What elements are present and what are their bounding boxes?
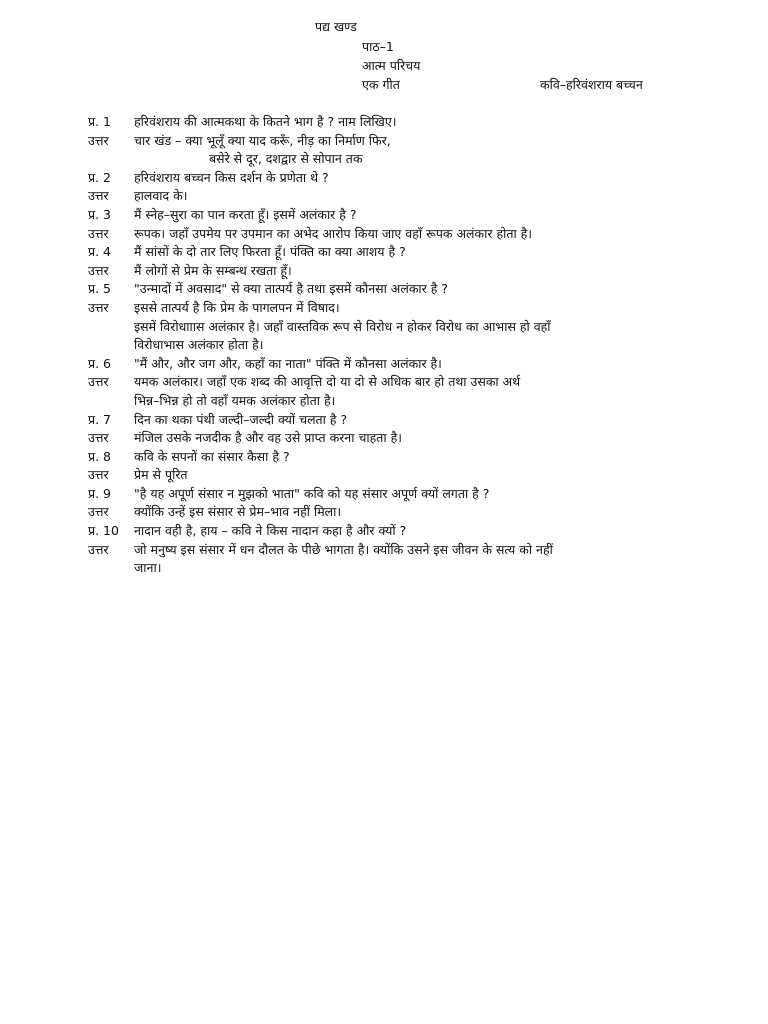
answer-row [88,466,688,485]
text-line: "उन्मादों में अवसाद" से क्या तात्पर्य है तथा इसमें कौनसा अलंकार है ? [134,281,448,297]
text-line: जाना। [134,560,162,576]
answer-text [134,429,688,448]
text-line: इसमें विरोधााास अलंकार है। जहाँ वास्तविक रूप से विरोध न होकर विरोध का आभास हो वहाँ [134,318,551,334]
text-line: दिन का थका पंथी जल्दी–जल्दी क्यों चलता है ? [134,411,348,427]
section-heading: पद्य खण्ड [315,19,357,34]
answer-label: उत्तर [88,374,109,390]
answer-label: उत्तर [88,541,109,557]
answer-text [134,466,688,485]
answer-row [88,187,688,206]
text-line: मंजिल उसके नजदीक है और वह उसे प्राप्त करना चाहता है। [134,430,402,446]
question-number: प्र. 5 [88,281,112,297]
answer-text [134,187,688,206]
answer-label: उत्तर [88,262,109,278]
answer-row [88,373,688,410]
answer-text [134,373,688,410]
question-row [88,485,688,504]
question-text [134,411,688,430]
answer-row [88,541,688,578]
answer-row [88,503,688,522]
answer-text [134,225,688,244]
answer-label: उत्तर [88,299,109,315]
answer-text [134,503,688,522]
answer-text [134,541,688,578]
question-text [134,522,688,541]
question-number: प्र. 8 [88,448,112,464]
answer-label: उत्तर [88,467,109,483]
text-line: इससे तात्पर्य है कि प्रेम के पागलपन में विषाद। [134,299,340,315]
text-line: मैं लोगों से प्रेम के सम्बन्ध रखता हूँ। [134,262,292,278]
text-line: क्योंकि उन्हें इस संसार से प्रेम–भाव नहीं मिला। [134,504,342,520]
text-line: "मैं और, और जग और, कहाँ का नाता" पंक्ति में कौनसा अलंकार है। [134,355,442,371]
question-number: प्र. 4 [88,244,112,260]
question-number: प्र. 7 [88,411,112,427]
answer-label: उत्तर [88,225,109,241]
question-row [88,411,688,430]
question-row [88,243,688,262]
question-number: प्र. 3 [88,206,112,222]
lesson-subtitle: एक गीत [362,77,400,92]
answer-label: उत्तर [88,504,109,520]
question-text [134,280,688,299]
question-number: प्र. 1 [88,114,112,129]
question-text [134,355,688,374]
question-row [88,113,688,132]
text-line: भिन्न–भिन्न हो तो वहाँ यमक अलंकार होता है। [134,392,336,408]
question-row [88,522,688,541]
question-number: प्र. 9 [88,485,112,501]
text-line: "है यह अपूर्ण संसार न मुझको भाता" कवि को यह संसार अपूर्ण क्यों लगता है ? [134,485,490,501]
question-row [88,355,688,374]
answer-text [134,262,688,281]
question-text [134,206,688,225]
question-text [134,448,688,467]
text-line: नादान वही है, हाय – कवि ने किस नादान कहा है और क्यों ? [134,523,407,539]
answer-text [134,132,688,169]
text-line: कवि के सपनों का संसार कैसा है ? [134,448,290,464]
text-line: चार खंड – क्या भूलूँ क्या याद करूँ, नीड़ का निर्माण फिर, [134,132,391,148]
poet-name: कवि–हरिवंशराय बच्चन [540,77,643,92]
text-line: जो मनुष्य इस संसार में धन दौलत के पीछे भागता है। क्योंकि उसने इस जीवन के सत्य को नहीं [134,541,553,557]
text-line: मैं सांसों के दो तार लिए फिरता हूँ। पंक्ति का क्या आशय है ? [134,244,406,260]
text-line: रूपक। जहाँ उपमेय पर उपमान का अभेद आरोप किया जाए वहाँ रूपक अलंकार होता है। [134,225,533,241]
text-line: यमक अलंकार। जहाँ एक शब्द की आवृत्ति दो या दो से अधिक बार हो तथा उसका अर्थ [134,374,521,390]
question-number: प्र. 10 [88,523,119,539]
text-line: हरिवंशराय की आत्मकथा के कितने भाग है ? नाम लिखिए। [134,114,397,129]
question-number: प्र. 2 [88,169,112,185]
question-text [134,485,688,504]
question-row [88,448,688,467]
answer-text [134,299,688,355]
question-text [134,113,688,132]
text-line: हरिवंशराय बच्चन किस दर्शन के प्रणेता थे ? [134,169,329,185]
question-row [88,206,688,225]
question-answer-list [88,113,688,578]
question-row [88,280,688,299]
lesson-title: आत्म परिचय [362,58,421,73]
question-text [134,169,688,188]
lesson-number: पाठ–1 [362,39,394,54]
text-line: प्रेम से पूरित [134,467,188,483]
answer-row [88,225,688,244]
question-row [88,169,688,188]
answer-row [88,262,688,281]
answer-label: उत्तर [88,188,109,204]
answer-row [88,299,688,355]
question-number: प्र. 6 [88,355,112,371]
text-line: मैं स्नेह–सुरा का पान करता हूँ। इसमें अलंकार है ? [134,206,357,222]
text-line: विरोधाभास अलंकार होता है। [134,337,264,353]
answer-label: उत्तर [88,430,109,446]
question-text [134,243,688,262]
text-line: बसेरे से दूर, दशद्वार से सोपान तक [209,151,363,167]
text-line: हालवाद के। [134,188,188,204]
answer-row [88,132,688,169]
answer-row [88,429,688,448]
answer-label: उत्तर [88,132,109,148]
